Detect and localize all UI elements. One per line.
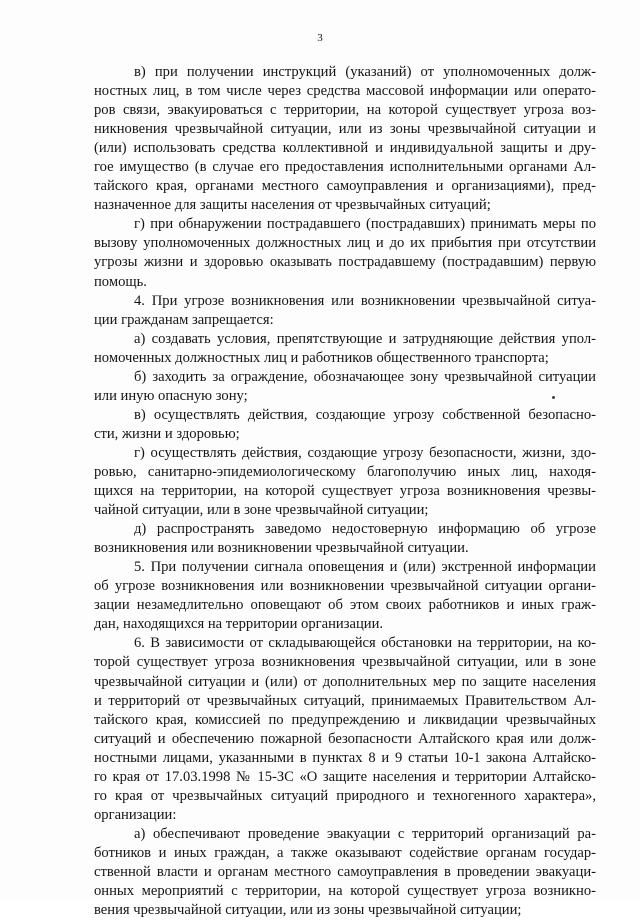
text-line: го края от 17.03.1998 № 15-ЗС «О защите населения и территории Алтайско- [94, 768, 596, 785]
text-line: ситуаций и обеспечению пожарной безопасности Алтайского края или долж- [94, 730, 596, 747]
text-line: ботников и иных граждан, а также оказывают содействие органам государ- [94, 844, 596, 861]
text-line: б) заходить за ограждение, обозначающее зону чрезвычайной ситуации [134, 368, 596, 385]
text-line: об угрозе возникновения или возникновении чрезвычайной ситуации органи- [94, 578, 596, 595]
text-line: го края от чрезвычайных ситуаций природного и техногенного характера», [94, 787, 596, 804]
text-line: никновения чрезвычайной ситуации, или из зоны чрезвычайной ситуации и [94, 121, 596, 138]
text-line: 6. В зависимости от складывающейся обстановки на территории, на ко- [134, 635, 596, 652]
text-line: ственной власти и органам местного самоуправления в проведении эвакуаци- [94, 863, 596, 880]
text-line: д) распространять заведомо недостоверную информацию об угрозе [134, 521, 596, 538]
text-line: и территорий от чрезвычайных ситуаций, принимаемых Правительством Ал- [94, 692, 596, 709]
text-line: чрезвычайной ситуации и (или) от дополнительных мер по защите населения [94, 673, 596, 690]
text-line: тайского края, органами местного самоуправления и организациями), пред- [94, 178, 596, 195]
text-line: щихся на территории, на которой существует угроза возникновения чрезвы- [94, 483, 596, 500]
text-line: назначенное для защиты населения от чрезвычайных ситуаций; [94, 197, 491, 214]
text-line: чайной ситуации, или в зоне чрезвычайной ситуации; [94, 502, 429, 519]
text-line: сти, жизни и здоровью; [94, 425, 240, 442]
text-line: возникновения или возникновении чрезвычайной ситуации. [94, 540, 469, 557]
scan-speck [552, 396, 555, 399]
text-line: а) создавать условия, препятствующие и затрудняющие действия упол- [134, 330, 596, 347]
text-line: зации незамедлительно оповещают об этом своих работников и иных граж- [94, 597, 596, 614]
text-line: 4. При угрозе возникновения или возникновении чрезвычайной ситуа- [134, 292, 596, 309]
text-line: в) при получении инструкций (указаний) от уполномоченных долж- [134, 64, 596, 80]
text-line: в) осуществлять действия, создающие угрозу собственной безопасно- [134, 406, 596, 423]
text-line: гое имущество (в случае его предоставления исполнительными органами Ал- [94, 159, 596, 176]
text-line: 5. При получении сигнала оповещения и (или) экстренной информации [134, 559, 596, 576]
text-line: ров связи, эвакуироваться с территории, на которой существует угроза воз- [94, 102, 596, 119]
text-line: вызову уполномоченных должностных лиц и до их прибытия при отсутствии [94, 235, 596, 252]
text-line: (или) использовать средства коллективной и индивидуальной защиты и дру- [94, 140, 596, 157]
text-line: помощь. [94, 273, 147, 290]
text-line: вения чрезвычайной ситуации, или из зоны чрезвычайной ситуации; [94, 902, 522, 919]
text-line: ровью, санитарно-эпидемиологическому благополучию иных лиц, находя- [94, 463, 596, 480]
text-line: или иную опасную зону; [94, 387, 248, 404]
text-line: г) при обнаружении пострадавшего (пострадавших) принимать меры по [134, 216, 596, 233]
text-line: ции гражданам запрещается: [94, 311, 274, 328]
document-body [94, 63, 596, 920]
text-line: торой существует угроза возникновения чрезвычайной ситуации, или в зоне [94, 654, 596, 671]
text-line: угрозы жизни и здоровью оказывать пострадавшему (пострадавшим) первую [94, 254, 596, 271]
text-line: ностных лиц, в том числе через средства массовой информации или операто- [94, 83, 596, 100]
text-line: организации: [94, 806, 177, 823]
page-number: 3 [317, 32, 323, 44]
text-line: тайского края, комиссией по предупреждению и ликвидации чрезвычайных [94, 711, 596, 728]
text-line: онных мероприятий с территории, на которой существует угроза возникно- [94, 883, 596, 900]
text-line: г) осуществлять действия, создающие угрозу безопасности, жизни, здо- [134, 444, 596, 461]
text-line: ностными лицами, указанными в пунктах 8 и 9 статьи 10-1 закона Алтайско- [94, 749, 596, 766]
text-line: номоченных должностных лиц и работников общественного транспорта; [94, 349, 549, 366]
text-line: дан, находящихся на территории организации. [94, 616, 384, 633]
text-line: а) обеспечивают проведение эвакуации с территорий организаций ра- [134, 825, 596, 842]
